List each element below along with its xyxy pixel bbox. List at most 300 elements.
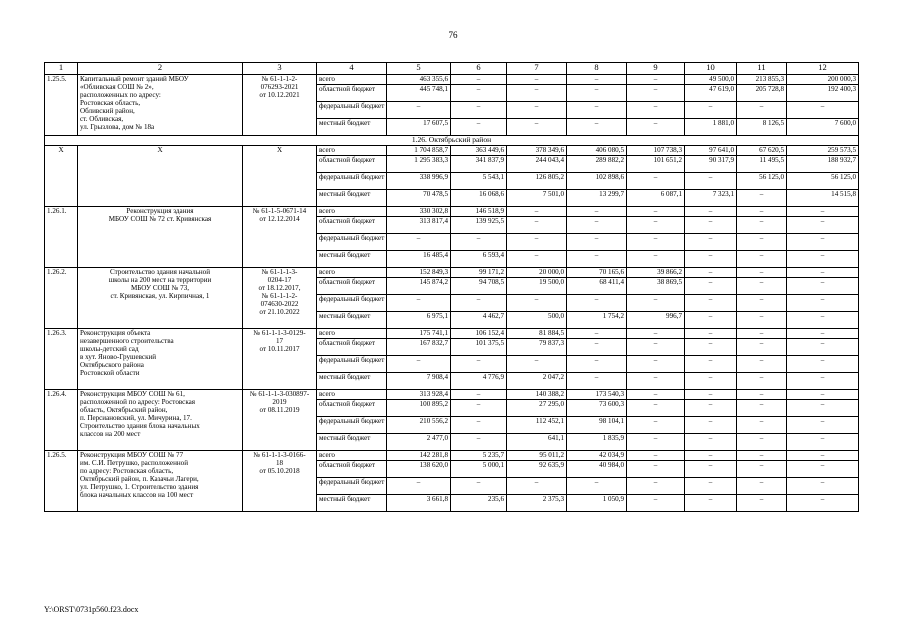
table-row xyxy=(45,146,859,156)
table-row xyxy=(45,329,859,339)
document-ref xyxy=(243,207,317,268)
table-row xyxy=(45,390,859,400)
funding-source: федеральный бюджет xyxy=(317,478,387,495)
amount-cell: – xyxy=(387,102,451,119)
amount-cell: 68 411,4 xyxy=(567,278,627,295)
document-ref-line: № 61-1-1-3- xyxy=(261,268,298,276)
amount-cell: – xyxy=(451,400,507,417)
object-name-line: Обливский район, xyxy=(80,107,135,115)
amount-cell: – xyxy=(627,461,685,478)
amount-cell: 67 620,5 xyxy=(737,146,787,156)
table-row xyxy=(45,207,859,217)
amount-cell: 6 087,1 xyxy=(627,190,685,207)
amount-cell: – xyxy=(685,295,737,312)
footer-path: Y:\ORST\0731p560.f23.docx xyxy=(44,605,139,614)
amount-cell: – xyxy=(685,478,737,495)
funding-source: местный бюджет xyxy=(317,119,387,136)
amount-cell: – xyxy=(627,495,685,512)
amount-cell: 463 355,6 xyxy=(387,75,451,85)
amount-cell: 99 171,2 xyxy=(451,268,507,278)
funding-source: местный бюджет xyxy=(317,434,387,451)
amount-cell: – xyxy=(685,278,737,295)
amount-cell: – xyxy=(787,102,859,119)
amount-cell: – xyxy=(737,268,787,278)
document-ref-line: № 61-1-5-0671-14 xyxy=(252,207,307,215)
amount-cell: – xyxy=(627,400,685,417)
amount-cell: – xyxy=(737,434,787,451)
amount-cell: – xyxy=(627,339,685,356)
amount-cell: 79 837,3 xyxy=(507,339,567,356)
amount-cell: – xyxy=(737,478,787,495)
document-ref xyxy=(243,75,317,136)
amount-cell: – xyxy=(787,356,859,373)
amount-cell: – xyxy=(787,373,859,390)
amount-cell: 13 299,7 xyxy=(567,190,627,207)
amount-cell: – xyxy=(451,356,507,373)
amount-cell: – xyxy=(507,234,567,251)
amount-cell: – xyxy=(787,434,859,451)
object-name-line: школы-детский сад xyxy=(80,345,139,353)
item-number: 1.26.4. xyxy=(45,390,78,451)
funding-source: местный бюджет xyxy=(317,312,387,329)
amount-cell: – xyxy=(567,75,627,85)
header-cell: 5 xyxy=(387,63,451,75)
amount-cell: – xyxy=(737,102,787,119)
amount-cell: 1 754,2 xyxy=(567,312,627,329)
amount-cell: 81 884,5 xyxy=(507,329,567,339)
funding-source: местный бюджет xyxy=(317,251,387,268)
document-ref-line: от 10.11.2017 xyxy=(259,345,300,353)
amount-cell: – xyxy=(685,434,737,451)
amount-cell: – xyxy=(787,417,859,434)
amount-cell: 363 449,6 xyxy=(451,146,507,156)
amount-cell: – xyxy=(787,295,859,312)
amount-cell: – xyxy=(787,478,859,495)
amount-cell: – xyxy=(737,217,787,234)
amount-cell: – xyxy=(627,251,685,268)
object-name-line: классов на 200 мест xyxy=(80,430,141,438)
amount-cell: – xyxy=(567,373,627,390)
amount-cell: 259 573,5 xyxy=(787,146,859,156)
header-row xyxy=(45,63,859,75)
amount-cell: – xyxy=(685,268,737,278)
amount-cell: – xyxy=(627,295,685,312)
amount-cell: 47 619,0 xyxy=(685,85,737,102)
amount-cell: 313 928,4 xyxy=(387,390,451,400)
header-cell: 2 xyxy=(78,63,243,75)
object-name-line: Реконструкция здания xyxy=(126,207,194,215)
amount-cell: – xyxy=(685,400,737,417)
amount-cell: 139 925,5 xyxy=(451,217,507,234)
amount-cell: – xyxy=(451,390,507,400)
document-ref-line: № 61-1-1-2- xyxy=(261,75,298,83)
object-name-line: ст. Обливская, xyxy=(80,115,124,123)
amount-cell: 7 600,0 xyxy=(787,119,859,136)
amount-cell: – xyxy=(451,234,507,251)
amount-cell: 56 125,0 xyxy=(787,173,859,190)
funding-source: федеральный бюджет xyxy=(317,356,387,373)
document-ref xyxy=(243,329,317,390)
amount-cell: – xyxy=(387,234,451,251)
amount-cell: 2 047,2 xyxy=(507,373,567,390)
object-name-line: ул. Петрушко, 1. Строительство здания xyxy=(80,483,199,491)
amount-cell: – xyxy=(387,478,451,495)
amount-cell: – xyxy=(627,173,685,190)
amount-cell: 7 908,4 xyxy=(387,373,451,390)
amount-cell: 235,6 xyxy=(451,495,507,512)
amount-cell: – xyxy=(627,478,685,495)
amount-cell: 167 832,7 xyxy=(387,339,451,356)
object-name-line: по адресу: Ростовская область, xyxy=(80,467,174,475)
amount-cell: 16 485,4 xyxy=(387,251,451,268)
amount-cell: 101 651,2 xyxy=(627,156,685,173)
funding-source: областной бюджет xyxy=(317,217,387,234)
amount-cell: – xyxy=(685,339,737,356)
amount-cell: – xyxy=(685,173,737,190)
object-name-line: «Обливская СОШ № 2», xyxy=(80,83,154,91)
amount-cell: – xyxy=(685,390,737,400)
amount-cell: 73 600,3 xyxy=(567,400,627,417)
amount-cell: – xyxy=(737,400,787,417)
object-name-line: п. Персиановский, ул. Мичурина, 17. xyxy=(80,414,192,422)
amount-cell: 3 661,8 xyxy=(387,495,451,512)
amount-cell: – xyxy=(787,339,859,356)
object-name-line: область, Октябрьский район, xyxy=(80,406,168,414)
header-cell: 1 xyxy=(45,63,78,75)
header-cell: 10 xyxy=(685,63,737,75)
amount-cell: 97 641,0 xyxy=(685,146,737,156)
funding-source: федеральный бюджет xyxy=(317,102,387,119)
amount-cell: 244 043,4 xyxy=(507,156,567,173)
amount-cell: – xyxy=(567,295,627,312)
object-name-line: Реконструкция МБОУ СОШ № 77 xyxy=(80,451,184,459)
amount-cell: – xyxy=(787,207,859,217)
document-ref xyxy=(243,390,317,451)
amount-cell: – xyxy=(685,234,737,251)
object-name-line: ст. Кривянская, ул. Кирпичная, 1 xyxy=(110,292,210,300)
amount-cell: – xyxy=(685,461,737,478)
amount-cell: – xyxy=(787,451,859,461)
amount-cell: 330 302,8 xyxy=(387,207,451,217)
amount-cell: – xyxy=(737,451,787,461)
amount-cell: 70 478,5 xyxy=(387,190,451,207)
document-ref xyxy=(243,146,317,207)
amount-cell: – xyxy=(787,390,859,400)
amount-cell: – xyxy=(737,207,787,217)
amount-cell: – xyxy=(627,75,685,85)
item-number: 1.26.5. xyxy=(45,451,78,512)
amount-cell: – xyxy=(737,295,787,312)
amount-cell: – xyxy=(507,295,567,312)
amount-cell: – xyxy=(737,417,787,434)
header-cell: 3 xyxy=(243,63,317,75)
amount-cell: – xyxy=(787,495,859,512)
object-name-line: Реконструкция объекта xyxy=(80,329,151,337)
amount-cell: 4 462,7 xyxy=(451,312,507,329)
amount-cell: – xyxy=(567,478,627,495)
amount-cell: – xyxy=(507,119,567,136)
amount-cell: 289 882,2 xyxy=(567,156,627,173)
object-name-line: Октябрьский район, п. Казачьи Лагери, xyxy=(80,475,199,483)
amount-cell: – xyxy=(685,102,737,119)
amount-cell: 11 495,5 xyxy=(737,156,787,173)
funding-source: областной бюджет xyxy=(317,156,387,173)
amount-cell: 641,1 xyxy=(507,434,567,451)
amount-cell: – xyxy=(685,329,737,339)
amount-cell: 49 500,0 xyxy=(685,75,737,85)
item-number: 1.26.2. xyxy=(45,268,78,329)
amount-cell: – xyxy=(787,312,859,329)
item-number: 1.26.1. xyxy=(45,207,78,268)
amount-cell: – xyxy=(685,495,737,512)
amount-cell: 70 165,6 xyxy=(567,268,627,278)
amount-cell: – xyxy=(567,119,627,136)
section-title: 1.26. Октябрьский район xyxy=(45,136,859,146)
object-name-line: Октябрьского района xyxy=(80,361,144,369)
funding-source: местный бюджет xyxy=(317,373,387,390)
object-name-line: X xyxy=(157,146,163,154)
item-number: 1.26.3. xyxy=(45,329,78,390)
amount-cell: – xyxy=(627,85,685,102)
amount-cell: – xyxy=(737,390,787,400)
object-name-line: Ростовской области xyxy=(80,369,140,377)
amount-cell: 102 898,6 xyxy=(567,173,627,190)
object-name-line: расположенной по адресу: Ростовская xyxy=(80,398,196,406)
amount-cell: – xyxy=(627,234,685,251)
amount-cell: 175 741,1 xyxy=(387,329,451,339)
amount-cell: 7 501,0 xyxy=(507,190,567,207)
amount-cell: – xyxy=(507,207,567,217)
document-ref-line: X xyxy=(276,146,283,154)
amount-cell: 5 000,1 xyxy=(451,461,507,478)
object-name xyxy=(78,207,243,268)
amount-cell: – xyxy=(627,217,685,234)
amount-cell: – xyxy=(787,400,859,417)
amount-cell: 14 515,8 xyxy=(787,190,859,207)
amount-cell: 95 011,2 xyxy=(507,451,567,461)
object-name-line: МБОУ СОШ № 73, xyxy=(130,284,190,292)
document-ref-line: от 18.12.2017, xyxy=(258,284,301,292)
amount-cell: – xyxy=(737,329,787,339)
amount-cell: – xyxy=(567,102,627,119)
object-name-line: незавершенного строительства xyxy=(80,337,174,345)
amount-cell: 213 855,3 xyxy=(737,75,787,85)
funding-source: областной бюджет xyxy=(317,278,387,295)
object-name-line: в хут. Яново-Грушевский xyxy=(80,353,157,361)
item-number: 1.25.5. xyxy=(45,75,78,136)
amount-cell: 152 849,3 xyxy=(387,268,451,278)
document-ref-line: № 61-1-1-3-0166- xyxy=(253,451,306,459)
object-name-line: расположенных по адресу: xyxy=(80,91,161,99)
amount-cell: 338 996,9 xyxy=(387,173,451,190)
amount-cell: – xyxy=(507,251,567,268)
funding-source: федеральный бюджет xyxy=(317,173,387,190)
amount-cell: – xyxy=(737,461,787,478)
amount-cell: 2 477,0 xyxy=(387,434,451,451)
amount-cell: – xyxy=(737,312,787,329)
amount-cell: – xyxy=(787,217,859,234)
amount-cell: – xyxy=(787,329,859,339)
document-ref-line: от 05.10.2018 xyxy=(259,467,300,475)
object-name xyxy=(78,390,243,451)
amount-cell: 138 620,0 xyxy=(387,461,451,478)
amount-cell: – xyxy=(685,417,737,434)
object-name-line: МБОУ СОШ № 72 ст. Кривянская xyxy=(108,215,212,223)
amount-cell: 1 704 858,7 xyxy=(387,146,451,156)
amount-cell: 6 593,4 xyxy=(451,251,507,268)
object-name-line: Ростовская область, xyxy=(80,99,141,107)
object-name xyxy=(78,329,243,390)
table-row xyxy=(45,451,859,461)
amount-cell: 1 050,9 xyxy=(567,495,627,512)
funding-source: областной бюджет xyxy=(317,461,387,478)
header-cell: 9 xyxy=(627,63,685,75)
amount-cell: 107 738,3 xyxy=(627,146,685,156)
document-ref-line: № 61-1-1-2- xyxy=(261,292,298,300)
header-cell: 8 xyxy=(567,63,627,75)
amount-cell: – xyxy=(787,268,859,278)
amount-cell: 145 874,2 xyxy=(387,278,451,295)
amount-cell: – xyxy=(627,119,685,136)
amount-cell: 445 748,1 xyxy=(387,85,451,102)
amount-cell: 142 281,8 xyxy=(387,451,451,461)
amount-cell: 98 104,1 xyxy=(567,417,627,434)
funding-source: всего xyxy=(317,207,387,217)
object-name-line: блока начальных классов на 100 мест xyxy=(80,491,194,499)
document-ref-line: от 21.10.2022 xyxy=(259,308,300,316)
amount-cell: 106 152,4 xyxy=(451,329,507,339)
amount-cell: – xyxy=(567,234,627,251)
amount-cell: 406 080,5 xyxy=(567,146,627,156)
object-name-line: Строительство здания начальной xyxy=(109,268,211,276)
amount-cell: 42 034,9 xyxy=(567,451,627,461)
amount-cell: 146 518,9 xyxy=(451,207,507,217)
document-ref-line: от 08.11.2019 xyxy=(259,406,300,414)
amount-cell: 94 708,5 xyxy=(451,278,507,295)
table-body xyxy=(45,63,859,512)
amount-cell: 188 932,7 xyxy=(787,156,859,173)
page-number: 76 xyxy=(448,30,458,40)
object-name xyxy=(78,75,243,136)
document-ref-line: от 10.12.2021 xyxy=(259,91,300,99)
object-name xyxy=(78,146,243,207)
amount-cell: – xyxy=(737,495,787,512)
document-ref xyxy=(243,451,317,512)
amount-cell: 6 975,1 xyxy=(387,312,451,329)
amount-cell: 205 728,8 xyxy=(737,85,787,102)
table-row xyxy=(45,268,859,278)
amount-cell: 56 125,0 xyxy=(737,173,787,190)
amount-cell: 173 540,3 xyxy=(567,390,627,400)
amount-cell: – xyxy=(507,478,567,495)
amount-cell: – xyxy=(685,251,737,268)
amount-cell: – xyxy=(737,278,787,295)
amount-cell: – xyxy=(685,217,737,234)
object-name-line: Реконструкция МБОУ СОШ № 61, xyxy=(80,390,185,398)
amount-cell: – xyxy=(567,356,627,373)
amount-cell: – xyxy=(627,102,685,119)
amount-cell: 341 837,9 xyxy=(451,156,507,173)
amount-cell: – xyxy=(627,207,685,217)
funding-source: всего xyxy=(317,451,387,461)
document-ref-line: № 61-1-1-3-0129- xyxy=(253,329,306,337)
budget-table xyxy=(44,62,859,512)
amount-cell: – xyxy=(787,251,859,268)
amount-cell: – xyxy=(685,356,737,373)
amount-cell: 192 400,3 xyxy=(787,85,859,102)
item-number: X xyxy=(45,146,78,207)
header-cell: 6 xyxy=(451,63,507,75)
funding-source: областной бюджет xyxy=(317,339,387,356)
amount-cell: – xyxy=(507,85,567,102)
amount-cell: – xyxy=(627,373,685,390)
amount-cell: – xyxy=(737,356,787,373)
object-name-line: ул. Грызлова, дом № 18а xyxy=(80,123,155,131)
document-ref-line: 18 xyxy=(275,459,284,467)
header-cell: 4 xyxy=(317,63,387,75)
amount-cell: 90 317,9 xyxy=(685,156,737,173)
amount-cell: 100 895,2 xyxy=(387,400,451,417)
amount-cell: 27 295,0 xyxy=(507,400,567,417)
amount-cell: – xyxy=(627,356,685,373)
object-name-line: Строительство здания блока начальных xyxy=(80,422,200,430)
funding-source: всего xyxy=(317,390,387,400)
amount-cell: 378 349,6 xyxy=(507,146,567,156)
amount-cell: 126 805,2 xyxy=(507,173,567,190)
amount-cell: – xyxy=(387,356,451,373)
amount-cell: – xyxy=(685,207,737,217)
funding-source: областной бюджет xyxy=(317,400,387,417)
amount-cell: – xyxy=(567,207,627,217)
document-ref-line: 0204-17 xyxy=(267,276,292,284)
amount-cell: – xyxy=(627,451,685,461)
funding-source: всего xyxy=(317,75,387,85)
amount-cell: – xyxy=(451,295,507,312)
amount-cell: 5 543,1 xyxy=(451,173,507,190)
amount-cell: – xyxy=(451,119,507,136)
amount-cell: – xyxy=(507,356,567,373)
funding-source: всего xyxy=(317,329,387,339)
funding-source: всего xyxy=(317,268,387,278)
object-name-line: им. С.И. Петрушко, расположенной xyxy=(80,459,189,467)
amount-cell: – xyxy=(737,190,787,207)
amount-cell: 20 000,0 xyxy=(507,268,567,278)
funding-source: местный бюджет xyxy=(317,190,387,207)
amount-cell: 101 375,5 xyxy=(451,339,507,356)
document-ref-line: 074630-2022 xyxy=(260,300,299,308)
amount-cell: 140 388,2 xyxy=(507,390,567,400)
object-name-line: Капитальный ремонт зданий МБОУ xyxy=(80,75,189,83)
document-ref xyxy=(243,268,317,329)
amount-cell: 8 126,5 xyxy=(737,119,787,136)
amount-cell: – xyxy=(737,251,787,268)
amount-cell: 996,7 xyxy=(627,312,685,329)
amount-cell: – xyxy=(567,251,627,268)
funding-source: всего xyxy=(317,146,387,156)
funding-source: федеральный бюджет xyxy=(317,417,387,434)
table-row xyxy=(45,75,859,85)
amount-cell: 2 375,3 xyxy=(507,495,567,512)
amount-cell: 1 295 383,3 xyxy=(387,156,451,173)
document-ref-line: 2019 xyxy=(272,398,287,406)
amount-cell: – xyxy=(567,339,627,356)
document-ref-line: № 61-1-1-3-030897- xyxy=(249,390,310,398)
header-cell: 12 xyxy=(787,63,859,75)
object-name xyxy=(78,268,243,329)
amount-cell: – xyxy=(737,339,787,356)
funding-source: местный бюджет xyxy=(317,495,387,512)
amount-cell: 1 881,0 xyxy=(685,119,737,136)
